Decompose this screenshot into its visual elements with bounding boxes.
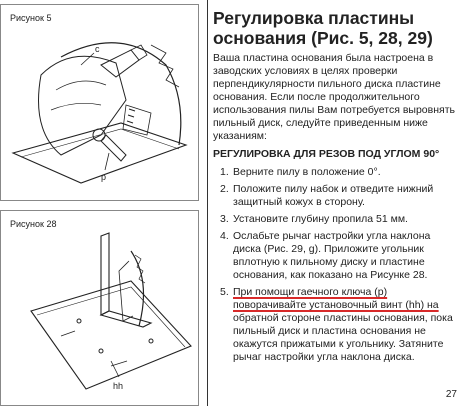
step-number: 3. <box>220 213 229 225</box>
callout-p: p <box>101 172 107 182</box>
step-item <box>213 183 459 209</box>
steps-list <box>213 166 459 368</box>
figure-5-panel <box>0 4 199 201</box>
step-item <box>213 166 459 179</box>
step-text: обратной стороне пластины основания, пока пильный диск и пластина основания не окажутся прижатыми к угольнику. Затяните рычаг настройки угла наклона диска. <box>233 312 453 363</box>
page-title <box>213 8 459 48</box>
figure-28-panel <box>0 210 199 406</box>
page-number: 27 <box>445 389 457 400</box>
step-text: Ослабьте рычаг настройки угла наклона диска (Рис. 29, g). Приложите угольник вплотную к пильному диску и пластине основания, как показано на Рисунке 28. <box>233 230 431 281</box>
title-line-2: основания (Рис. 5, 28, 29) <box>213 28 433 48</box>
step-text: Верните пилу в положение 0°. <box>233 166 381 178</box>
step-item <box>213 286 459 364</box>
section-heading: РЕГУЛИРОВКА ДЛЯ РЕЗОВ ПОД УГЛОМ 90° <box>213 148 440 160</box>
title-line-1: Регулировка пластины <box>213 8 415 28</box>
figure-28-label: Рисунок 28 <box>10 219 57 229</box>
step-item <box>213 230 459 282</box>
step-number: 2. <box>220 183 229 195</box>
intro-paragraph: Ваша пластина основания была настроена в заводских условиях в целях проверки перпендикулярности пильного диска пластине основания. Если после продолжительного использования пилы Вам потребуется выровнять пильный диск, следуйте приведенным ниже указаниям: <box>213 52 455 142</box>
step-number: 5. <box>220 286 229 298</box>
step-number: 4. <box>220 230 229 242</box>
step-number: 1. <box>220 166 229 178</box>
step-item <box>213 213 459 226</box>
callout-c: c <box>95 44 100 54</box>
figure-28-illustration <box>1 211 200 407</box>
figure-5-illustration <box>1 5 200 202</box>
figure-5-label: Рисунок 5 <box>10 13 52 23</box>
step-text: Положите пилу набок и отведите нижний защитный кожух в сторону. <box>233 183 434 208</box>
column-divider <box>207 0 208 406</box>
step-text: Установите глубину пропила 51 мм. <box>233 213 408 225</box>
callout-hh: hh <box>113 381 124 391</box>
step-text-underlined: При помощи гаечного ключа (p) поворачивайте установочный винт (hh) на <box>233 286 439 311</box>
